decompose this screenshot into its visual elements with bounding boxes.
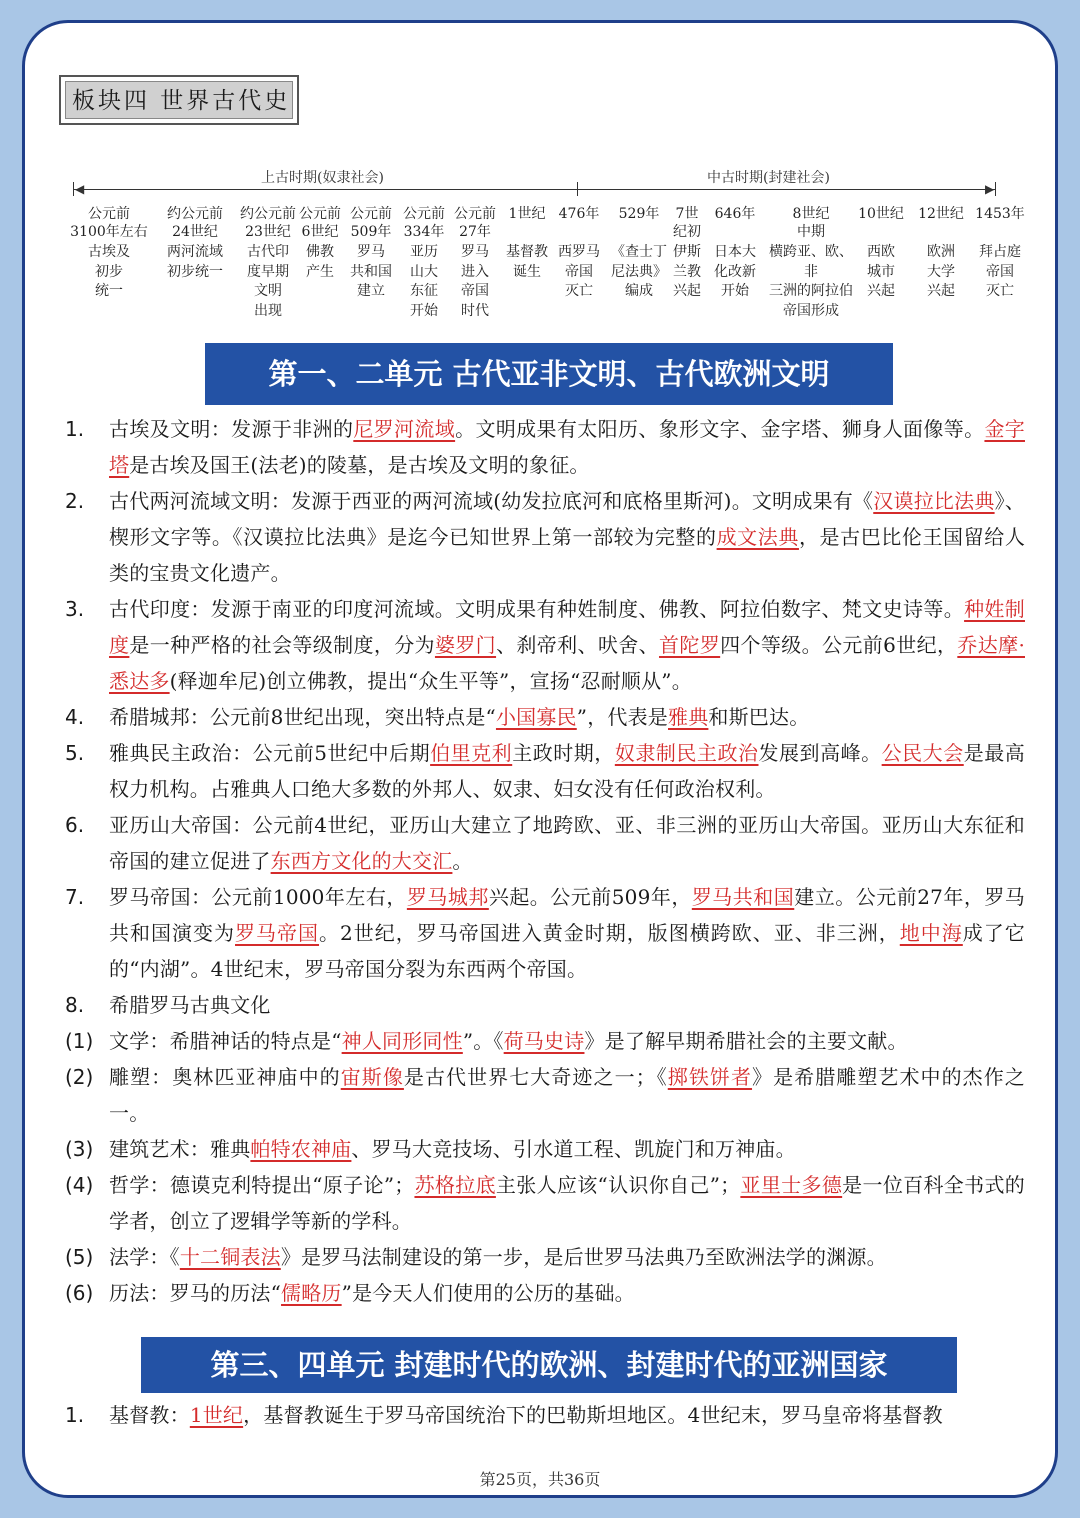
timeline-date: 1世纪 (508, 206, 546, 222)
block-title-box (59, 75, 299, 125)
text-segment: 和斯巴达。 (708, 705, 810, 729)
timeline-item (293, 205, 347, 282)
text-segment: 雅典民主政治：公元前5世纪中后期 (109, 741, 431, 765)
text-segment: (释迦牟尼)创立佛教，提出“众生平等”，宣扬“忍耐顺从”。 (169, 669, 692, 693)
highlight-keyword: 金字塔 (109, 417, 1025, 477)
list-item (65, 483, 1025, 591)
timeline-date: 476年 (558, 206, 600, 222)
list-item (65, 1167, 1025, 1239)
text-segment: 古代印度：发源于南亚的印度河流域。文明成果有种姓制度、佛教、阿拉伯数字、梵文史诗等。 (109, 597, 965, 621)
text-segment: 》是罗马法制建设的第一步，是后世罗马法典乃至欧洲法学的渊源。 (280, 1245, 887, 1269)
text-segment: 。2世纪，罗马帝国进入黄金时期，版图横跨欧、亚、非三洲， (319, 921, 900, 945)
timeline-date: 公元前 3100年左右 (70, 206, 148, 240)
highlight-keyword: 奴隶制民主政治 (614, 741, 759, 765)
item-number: (2) (65, 1065, 94, 1089)
item-text (109, 411, 1025, 483)
timeline-event: 日本大 化改新 开始 (714, 244, 756, 299)
text-segment: 是古代世界七大奇迹之一；《 (403, 1065, 668, 1089)
text-segment: 。 (452, 849, 473, 873)
timeline-date: 公元前 27年 (454, 206, 496, 240)
highlight-keyword: 苏格拉底 (414, 1173, 496, 1197)
timeline-item (607, 205, 671, 302)
item-text (109, 1275, 1025, 1311)
list-item (65, 987, 1025, 1023)
timeline-item (69, 205, 149, 302)
text-segment: 建立。公元前27年，罗马共和国演变为 (109, 885, 1026, 945)
highlight-keyword: 1世纪 (189, 1403, 244, 1427)
timeline-date: 公元前 6世纪 (299, 206, 341, 240)
text-segment: 是一种严格的社会等级制度，分为 (129, 633, 435, 657)
block-title: 板块四 世界古代史 (65, 81, 293, 119)
item-text (109, 1167, 1025, 1239)
highlight-keyword: 尼罗河流域 (353, 417, 456, 441)
item-number: (1) (65, 1029, 94, 1053)
timeline-tick-start (73, 182, 74, 196)
timeline-date: 公元前 334年 (403, 206, 445, 240)
timeline-arrow-left: ◀ (75, 182, 85, 196)
timeline-event: 亚历 山大 东征 开始 (410, 244, 438, 319)
timeline-date: 约公元前 24世纪 (167, 206, 223, 240)
text-segment: 、罗马大竞技场、引水道工程、凯旋门和万神庙。 (351, 1137, 796, 1161)
item-text (109, 879, 1025, 987)
highlight-keyword: 罗马城邦 (406, 885, 489, 909)
item-text (109, 591, 1025, 699)
highlight-keyword: 乔达摩·悉达多 (109, 633, 1025, 693)
timeline-event: 西欧 城市 兴起 (867, 244, 895, 299)
list-item (65, 591, 1025, 699)
highlight-keyword: 亚里士多德 (740, 1173, 843, 1197)
item-text (109, 807, 1025, 879)
highlight-keyword: 汉谟拉比法典 (873, 489, 995, 513)
highlight-keyword: 东西方文化的大交汇 (270, 849, 453, 873)
timeline-item (911, 205, 971, 302)
timeline-date: 12世纪 (918, 206, 964, 222)
list-item (65, 1397, 1025, 1433)
list-item (65, 879, 1025, 987)
highlight-keyword: 公民大会 (881, 741, 964, 765)
text-segment: 、刹帝利、吠舍、 (496, 633, 660, 657)
item-number: 1. (65, 417, 85, 441)
text-segment: 。文明成果有太阳历、象形文字、金字塔、狮身人面像等。 (455, 417, 985, 441)
text-segment: 》、楔形文字等。《汉谟拉比法典》是迄今已知世界上第一部较为完整的 (109, 489, 1026, 549)
timeline-arrow-right: ▶ (985, 182, 995, 196)
list-item (65, 807, 1025, 879)
text-segment: 古代两河流域文明：发源于西亚的两河流域(幼发拉底河和底格里斯河)。文明成果有《 (109, 489, 874, 513)
timeline-date: 8世纪 中期 (792, 206, 830, 240)
timeline-item (499, 205, 555, 282)
timeline-event: 古埃及 初步 统一 (88, 244, 130, 299)
text-segment: 基督教： (109, 1403, 190, 1427)
text-segment: 主政时期， (512, 741, 615, 765)
timeline-item (969, 205, 1031, 302)
highlight-keyword: 伯里克利 (430, 741, 513, 765)
list-item (65, 1131, 1025, 1167)
text-segment: 兴起。公元前509年， (488, 885, 692, 909)
item-text (109, 987, 1025, 1023)
highlight-keyword: 儒略历 (281, 1281, 342, 1305)
item-number: 6. (65, 813, 85, 837)
text-segment: 主张人应该“认识你自己”； (495, 1173, 741, 1197)
list-item (65, 735, 1025, 807)
highlight-keyword: 帕特农神庙 (250, 1137, 352, 1161)
text-segment: ”是今天人们使用的公历的基础。 (341, 1281, 635, 1305)
item-number: 1. (65, 1403, 85, 1427)
item-number: (5) (65, 1245, 94, 1269)
text-segment: 》是希腊雕塑艺术中的杰作之一。 (109, 1065, 1026, 1125)
item-text (109, 699, 1025, 735)
text-segment: 四个等级。公元前6世纪， (720, 633, 958, 657)
timeline-item (765, 205, 857, 321)
text-segment: 建筑艺术：雅典 (109, 1137, 251, 1161)
text-segment: ，是古巴比伦王国留给人类的宝贵文化遗产。 (109, 525, 1026, 585)
timeline-date: 1453年 (975, 206, 1025, 222)
timeline-item (551, 205, 607, 302)
item-number: 8. (65, 993, 85, 1017)
text-segment: 哲学：德谟克利特提出“原子论”； (109, 1173, 415, 1197)
item-text (109, 735, 1025, 807)
timeline-event: 两河流域 初步统一 (167, 244, 223, 280)
list-item (65, 699, 1025, 735)
highlight-keyword: 神人同形同性 (341, 1029, 463, 1053)
item-number: (6) (65, 1281, 94, 1305)
highlight-keyword: 掷铁饼者 (667, 1065, 753, 1089)
timeline-event: 基督教 诞生 (506, 244, 548, 280)
highlight-keyword: 婆罗门 (434, 633, 497, 657)
era-ancient-label: 上古时期(奴隶社会) (261, 170, 384, 186)
timeline-event: 佛教 产生 (306, 244, 334, 280)
highlight-keyword: 地中海 (899, 921, 963, 945)
text-segment: 古埃及文明：发源于非洲的 (109, 417, 354, 441)
text-segment: 希腊城邦：公元前8世纪出现，突出特点是“ (109, 705, 496, 729)
timeline-tick-end (995, 182, 996, 196)
timeline-date: 公元前 509年 (350, 206, 392, 240)
text-segment: 发展到高峰。 (758, 741, 882, 765)
unit2-banner: 第三、四单元 封建时代的欧洲、封建时代的亚洲国家 (141, 1337, 957, 1393)
timeline-event: 伊斯 兰教 兴起 (673, 244, 701, 299)
item-number: 5. (65, 741, 85, 765)
highlight-keyword: 首陀罗 (659, 633, 721, 657)
text-segment: 历法：罗马的历法“ (109, 1281, 282, 1305)
highlight-keyword: 成文法典 (716, 525, 799, 549)
text-segment: 是一位百科全书式的学者，创立了逻辑学等新的学科。 (109, 1173, 1025, 1233)
list-item (65, 1023, 1025, 1059)
unit1-content (65, 411, 1025, 1311)
timeline-date: 7世 纪初 (673, 206, 701, 240)
text-segment: 希腊罗马古典文化 (109, 993, 271, 1017)
timeline-line (73, 189, 995, 190)
item-number: 3. (65, 597, 85, 621)
item-number: (3) (65, 1137, 94, 1161)
timeline-event: 欧洲 大学 兴起 (927, 244, 955, 299)
highlight-keyword: 罗马帝国 (235, 921, 320, 945)
text-segment: 罗马帝国：公元前1000年左右， (109, 885, 407, 909)
highlight-keyword: 宙斯像 (340, 1065, 404, 1089)
timeline-item (447, 205, 503, 321)
text-segment: 亚历山大帝国：公元前4世纪，亚历山大建立了地跨欧、亚、非三洲的亚历山大帝国。亚历山大东征和帝国的建立促进了 (109, 813, 1025, 873)
item-text (109, 483, 1025, 591)
timeline-date: 646年 (714, 206, 756, 222)
item-text (109, 1059, 1025, 1131)
timeline-date: 10世纪 (858, 206, 904, 222)
text-segment: 文学：希腊神话的特点是“ (109, 1029, 342, 1053)
text-segment: 法学：《 (109, 1245, 180, 1269)
text-segment: ”，代表是 (576, 705, 668, 729)
timeline-date: 约公元前 23世纪 (240, 206, 296, 240)
item-number: 7. (65, 885, 85, 909)
highlight-keyword: 荷马史诗 (503, 1029, 585, 1053)
timeline-event: 《查士丁 尼法典》 编成 (611, 244, 667, 299)
highlight-keyword: 十二铜表法 (179, 1245, 281, 1269)
text-segment: 》是了解早期希腊社会的主要文献。 (584, 1029, 908, 1053)
document-page (22, 20, 1058, 1498)
list-item (65, 1275, 1025, 1311)
highlight-keyword: 雅典 (668, 705, 709, 729)
timeline-event: 罗马 共和国 建立 (350, 244, 392, 299)
list-item (65, 1239, 1025, 1275)
timeline-event: 拜占庭 帝国 灭亡 (979, 244, 1021, 299)
timeline-event: 古代印 度早期 文明 出现 (247, 244, 289, 319)
text-segment: 雕塑：奥林匹亚神庙中的 (109, 1065, 341, 1089)
era-medieval-label: 中古时期(封建社会) (707, 170, 830, 186)
list-item (65, 1059, 1025, 1131)
item-number: 4. (65, 705, 85, 729)
item-text (109, 1131, 1025, 1167)
unit1-banner: 第一、二单元 古代亚非文明、古代欧洲文明 (205, 343, 893, 405)
timeline-item (851, 205, 911, 302)
list-item (65, 411, 1025, 483)
timeline-event: 横跨亚、欧、非 三洲的阿拉伯 帝国形成 (769, 244, 853, 319)
timeline-item (707, 205, 763, 302)
highlight-keyword: 小国寡民 (495, 705, 577, 729)
text-segment: ”。《 (462, 1029, 504, 1053)
timeline-item (665, 205, 709, 302)
item-text (109, 1023, 1025, 1059)
item-number: (4) (65, 1173, 94, 1197)
text-segment: 是最高权力机构。占雅典人口绝大多数的外邦人、奴隶、妇女没有任何政治权利。 (109, 741, 1025, 801)
item-text (109, 1397, 1025, 1433)
item-number: 2. (65, 489, 85, 513)
highlight-keyword: 罗马共和国 (691, 885, 795, 909)
text-segment: ，基督教诞生于罗马帝国统治下的巴勒斯坦地区。4世纪末，罗马皇帝将基督教 (243, 1403, 943, 1427)
text-segment: 是古埃及国王(法老)的陵墓，是古埃及文明的象征。 (129, 453, 590, 477)
item-text (109, 1239, 1025, 1275)
timeline-tick-divider (577, 182, 578, 196)
page-footer: 第25页，共36页 (479, 1470, 601, 1489)
timeline-item (343, 205, 399, 302)
unit2-content (65, 1397, 1025, 1433)
highlight-keyword: 种姓制度 (109, 597, 1025, 657)
timeline-event: 西罗马 帝国 灭亡 (558, 244, 600, 299)
timeline-event: 罗马 进入 帝国 时代 (461, 244, 489, 319)
timeline-item (155, 205, 235, 282)
timeline-item (397, 205, 451, 321)
timeline-date: 529年 (618, 206, 660, 222)
text-segment: 成了它的“内湖”。4世纪末，罗马帝国分裂为东西两个帝国。 (109, 921, 1025, 981)
